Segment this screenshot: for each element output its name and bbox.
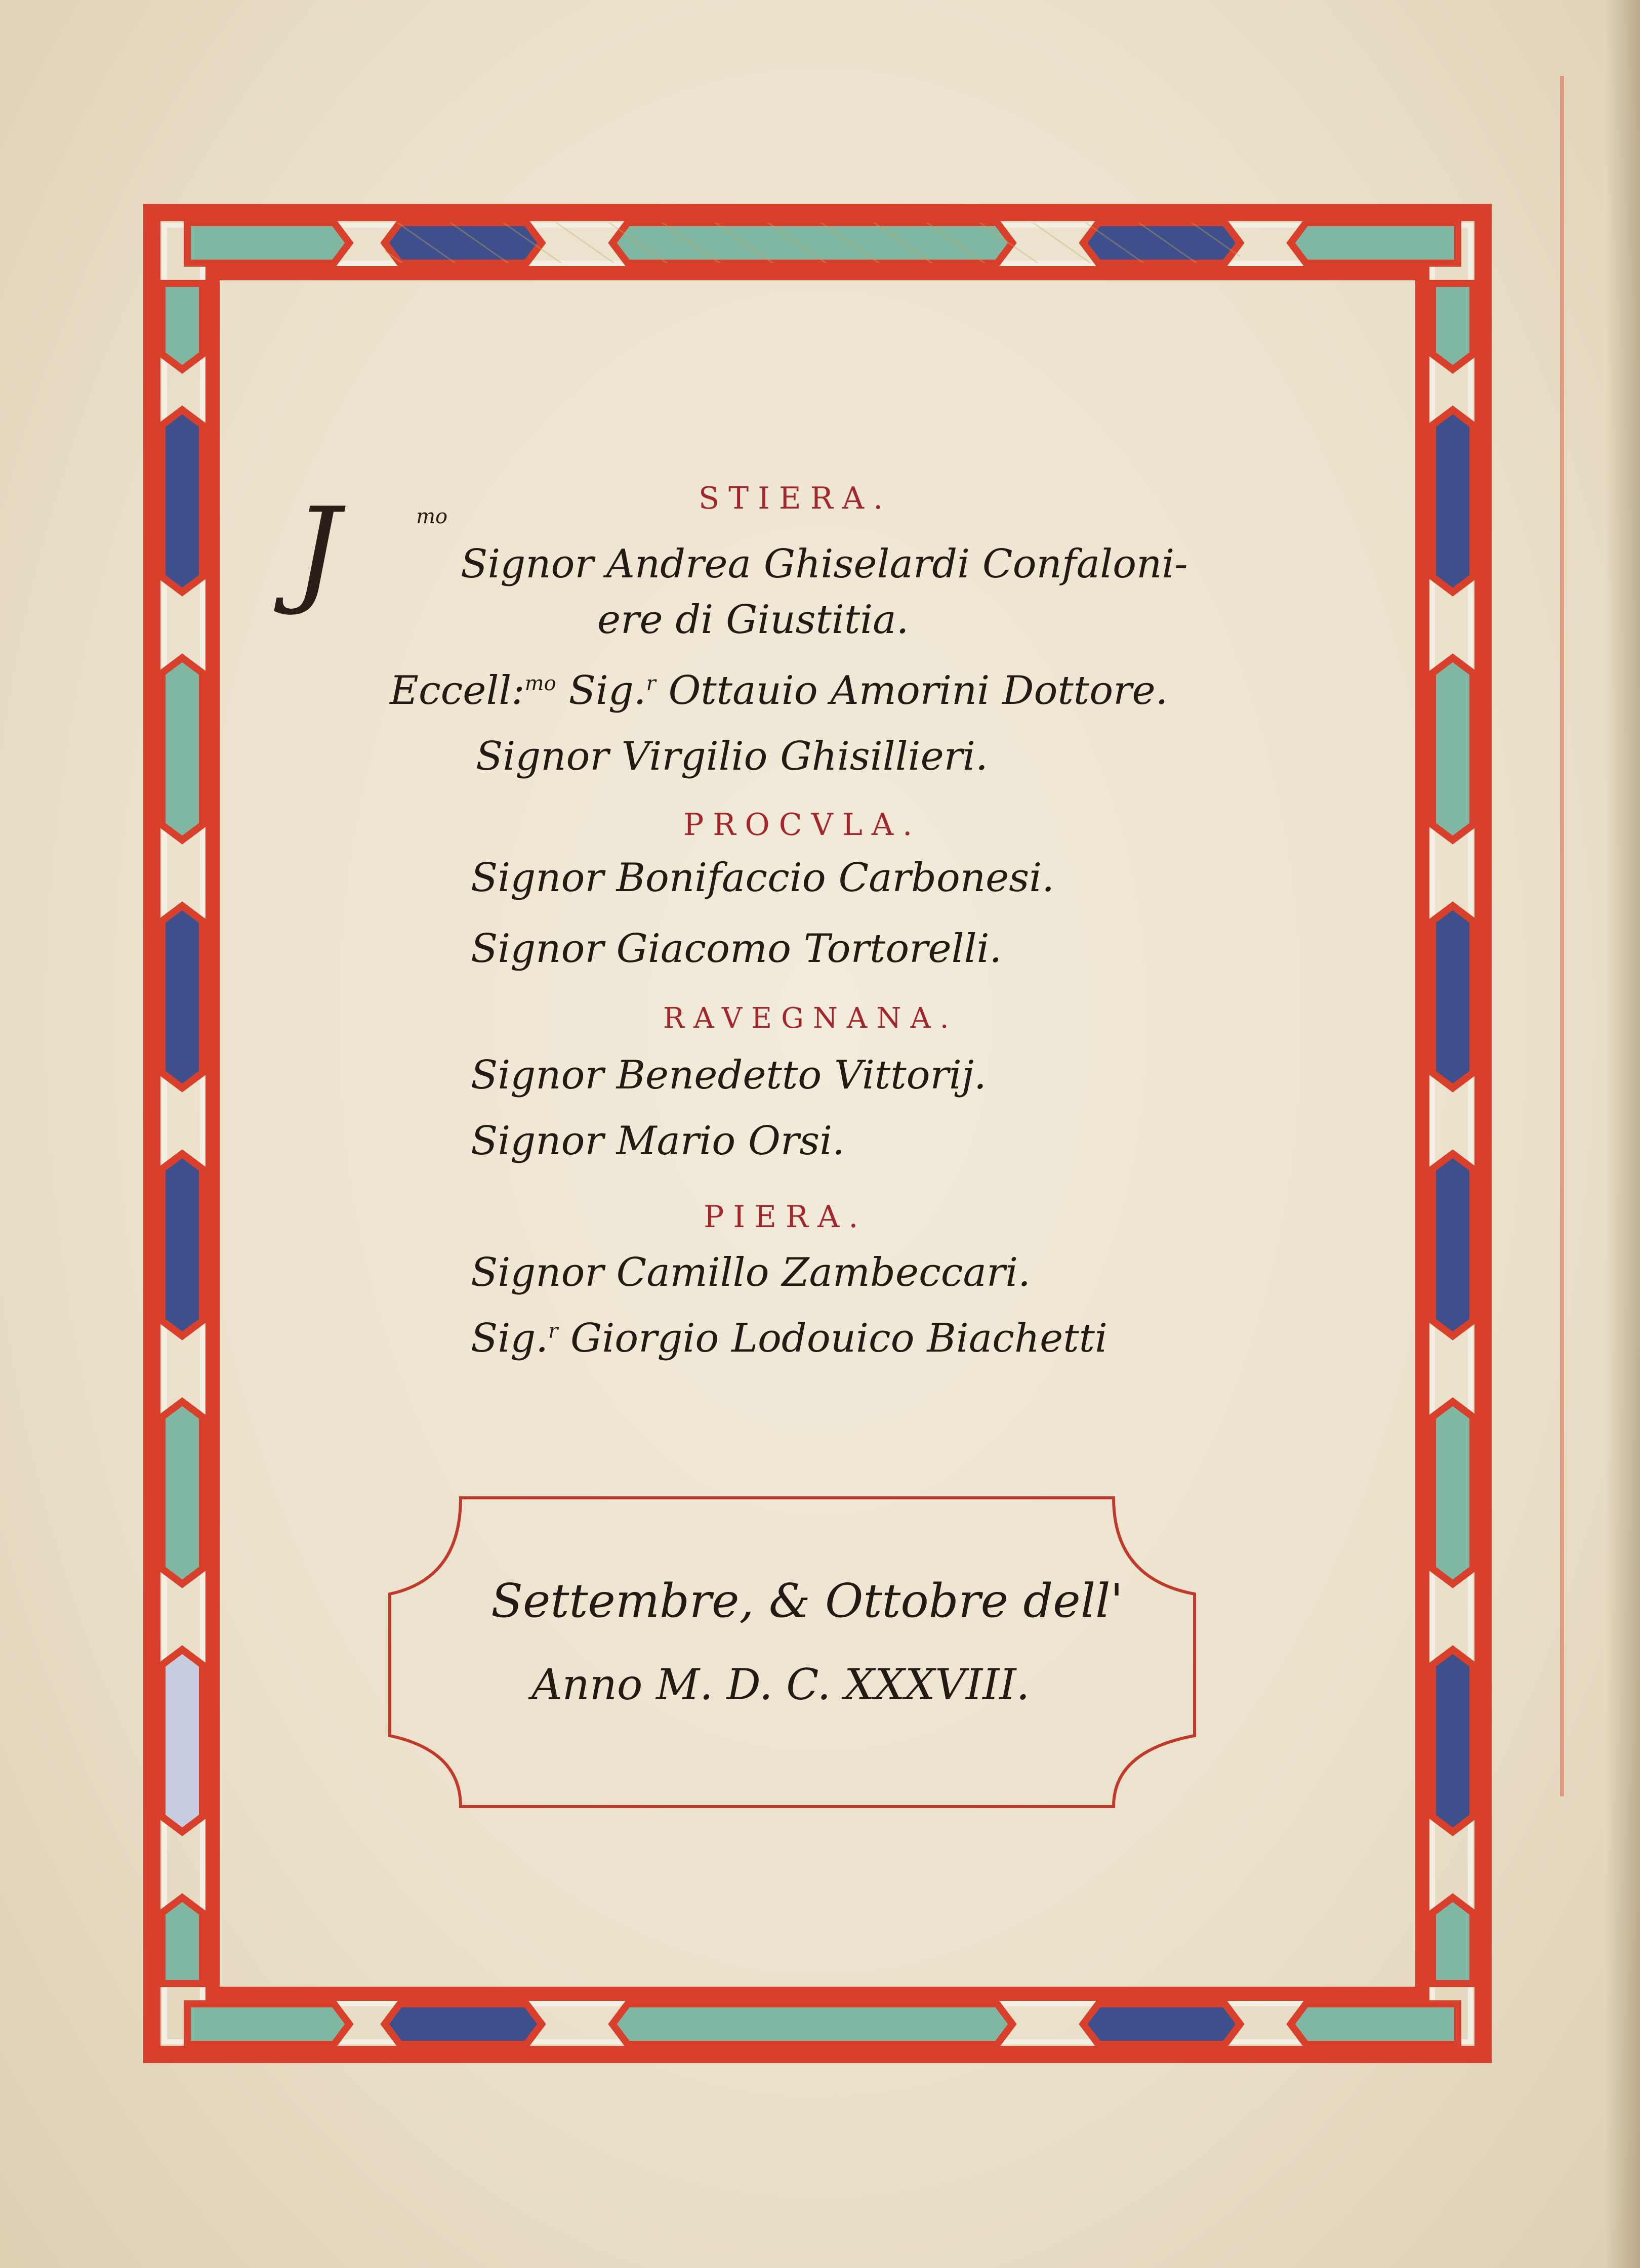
entry-line: Signor Camillo Zambeccari. xyxy=(471,1250,1031,1295)
entry-line xyxy=(471,1316,1108,1361)
entry-line: Signor Virgilio Ghisillieri. xyxy=(476,734,988,779)
section-heading-ravegnana: RAVEGNANA. xyxy=(663,1002,958,1035)
honorific-superscript: mo xyxy=(416,505,448,528)
entry-line: Signor Andrea Ghiselardi Confaloni- xyxy=(461,541,1188,587)
section-heading-piera: PIERA. xyxy=(704,1199,868,1235)
honorific-superscript: r xyxy=(646,672,656,695)
honorific: Sig. xyxy=(471,1316,549,1361)
entry-line: Signor Benedetto Vittorij. xyxy=(471,1053,987,1098)
border-right-panels xyxy=(1432,283,1473,1984)
honorific: Sig. xyxy=(568,668,646,713)
decorated-initial: J xyxy=(294,483,341,618)
entry-line: Signor Giacomo Tortorelli. xyxy=(471,926,1002,972)
border-bottom-panels xyxy=(187,2004,1458,2044)
honorific: Eccell: xyxy=(390,668,525,713)
entry-name: Ottauio Amorini Dottore. xyxy=(668,668,1168,713)
entry-line: ere di Giustitia. xyxy=(597,597,909,643)
entry-line xyxy=(385,501,447,547)
cartouche-line-2: Anno M. D. C. XXXVIII. xyxy=(531,1660,1030,1709)
entry-name: Giorgio Lodouico Biachetti xyxy=(570,1316,1108,1361)
cartouche-frame xyxy=(390,1498,1195,1807)
honorific-superscript: r xyxy=(548,1320,558,1343)
entry-line: Signor Mario Orsi. xyxy=(471,1118,845,1164)
honorific-superscript: mo xyxy=(524,672,556,695)
entry-line: Signor Bonifaccio Carbonesi. xyxy=(471,855,1055,901)
border-top-panels xyxy=(187,223,1458,263)
section-heading-stiera: STIERA. xyxy=(699,481,892,516)
section-heading-procvla: PROCVLA. xyxy=(683,807,922,843)
entry-line xyxy=(390,668,1168,713)
border-left-panels xyxy=(162,283,202,1984)
cartouche-line-1: Settembre, & Ottobre dell' xyxy=(491,1574,1123,1628)
